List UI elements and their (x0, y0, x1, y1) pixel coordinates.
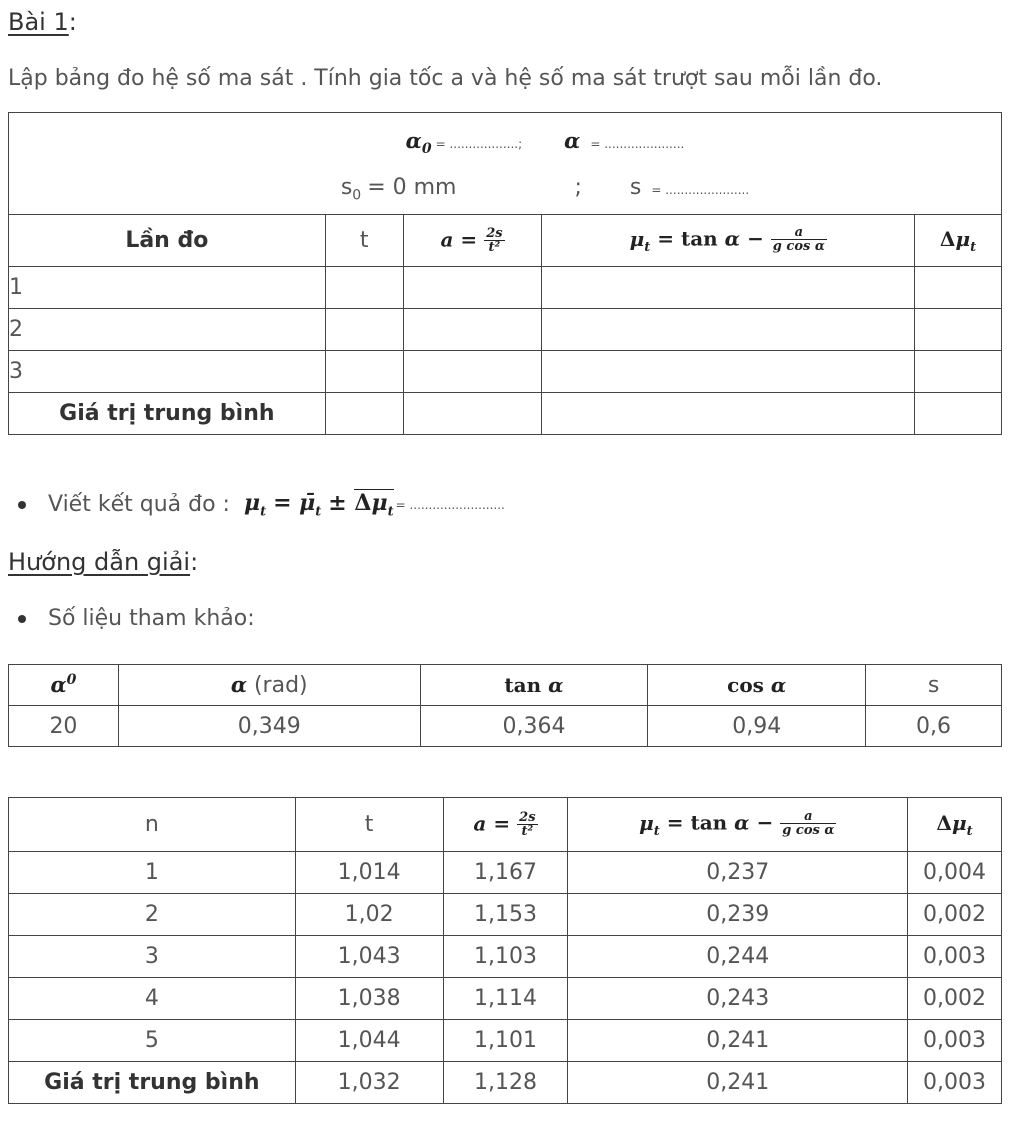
result-blank: = ......................... (395, 497, 505, 512)
result-bullet (0, 490, 505, 519)
average-t: 1,032 (295, 1062, 443, 1104)
ref-header-s: s (866, 665, 1002, 706)
ref-value-tan: 0,364 (420, 706, 648, 747)
result-formula: $\mu_t$ = $\mū_t \pm \Delta\mu_t$ (243, 490, 394, 520)
ref-header-cos: cos α (648, 665, 866, 706)
result-cell-dmu: 0,004 (908, 852, 1002, 894)
result-cell-mu: 0,243 (568, 978, 908, 1020)
cell-mu-2[interactable] (542, 309, 915, 351)
col-header-t: t (325, 215, 403, 267)
cell-mu-3[interactable] (542, 351, 915, 393)
table-row (9, 978, 1002, 1020)
cell-dmu-3[interactable] (915, 351, 1002, 393)
ref-header-tan: tan α (420, 665, 648, 706)
result-cell-n: 2 (9, 894, 296, 936)
trial-number: 3 (9, 351, 326, 393)
trial-number: 1 (9, 267, 326, 309)
result-cell-t: 1,044 (295, 1020, 443, 1062)
col-header-delta-mu: $\Delta\mu_t$ (915, 215, 1002, 267)
cell-t-2[interactable] (325, 309, 403, 351)
result-cell-n: 1 (9, 852, 296, 894)
ref-value-cos: 0,94 (648, 706, 866, 747)
average-mu: 0,241 (568, 1062, 908, 1104)
ref-header-alpha0: $\alpha^0$ (9, 665, 119, 706)
result-cell-a: 1,101 (443, 1020, 568, 1062)
solution-guide-title-text: Hướng dẫn giải (8, 548, 191, 576)
result-header-friction-coefficient: $\mu_t = \tan \alpha$ − $\frac{a}{\text{g cos α}}$ (568, 798, 908, 852)
cell-dmu-1[interactable] (915, 267, 1002, 309)
sample-results-table (8, 797, 1002, 1104)
result-header-delta-mu: $\Delta\mu_t$ (908, 798, 1002, 852)
cell-a-1[interactable] (403, 267, 542, 309)
bullet-dot-icon (18, 501, 26, 509)
table-row (9, 894, 1002, 936)
cell-mu-avg[interactable] (542, 393, 915, 435)
alpha-label: α (564, 127, 581, 153)
solution-guide-title (8, 548, 198, 576)
result-cell-n: 3 (9, 936, 296, 978)
param-separator: ; (574, 174, 582, 200)
average-row (9, 1062, 1002, 1104)
result-cell-dmu: 0,003 (908, 936, 1002, 978)
alpha-value: = ..................... (590, 136, 685, 151)
result-cell-a: 1,114 (443, 978, 568, 1020)
result-cell-n: 5 (9, 1020, 296, 1062)
solution-guide-title-colon: : (190, 548, 199, 576)
result-cell-mu: 0,241 (568, 1020, 908, 1062)
result-cell-t: 1,038 (295, 978, 443, 1020)
result-cell-t: 1,014 (295, 852, 443, 894)
reference-values-table (8, 664, 1002, 747)
cell-mu-1[interactable] (542, 267, 915, 309)
exercise-title-text: Bài 1 (8, 8, 69, 36)
ref-value-alpha0: 20 (9, 706, 119, 747)
average-row-label: Giá trị trung bình (9, 393, 326, 435)
exercise-title-colon: : (68, 8, 77, 36)
ref-header-alpha-rad: α (rad) (118, 665, 420, 706)
result-cell-mu: 0,237 (568, 852, 908, 894)
cell-dmu-avg[interactable] (915, 393, 1002, 435)
col-header-acceleration: a = $\frac{2s}{\text{t²}}$ (403, 215, 542, 267)
reference-bullet (0, 606, 255, 631)
result-cell-n: 4 (9, 978, 296, 1020)
result-cell-a: 1,153 (443, 894, 568, 936)
table-row (9, 936, 1002, 978)
result-prefix: Viết kết quả đo : (48, 492, 230, 518)
alpha0-label: $\alpha_0$ (405, 127, 432, 157)
average-row-label: Giá trị trung bình (9, 1062, 296, 1104)
cell-t-avg[interactable] (325, 393, 403, 435)
result-header-n: n (9, 798, 296, 852)
bullet-dot-icon (18, 615, 26, 623)
exercise-instructions: Lập bảng đo hệ số ma sát . Tính gia tốc a và hệ số ma sát trượt sau mỗi lần đo. (8, 66, 883, 91)
reference-label: Số liệu tham khảo: (48, 606, 255, 631)
cell-a-2[interactable] (403, 309, 542, 351)
s-label: s (629, 174, 642, 200)
result-cell-mu: 0,239 (568, 894, 908, 936)
s-value: = ...................... (651, 182, 750, 197)
result-cell-mu: 0,244 (568, 936, 908, 978)
cell-a-3[interactable] (403, 351, 542, 393)
ref-value-alpha-rad: 0,349 (118, 706, 420, 747)
s0-label: $s_0$ (340, 174, 362, 204)
average-dmu: 0,003 (908, 1062, 1002, 1104)
result-header-acceleration: a = $\frac{2s}{\text{t²}}$ (443, 798, 568, 852)
sheet-parameters (9, 113, 1002, 215)
trial-number: 2 (9, 309, 326, 351)
exercise-title (8, 8, 77, 36)
cell-t-1[interactable] (325, 267, 403, 309)
cell-a-avg[interactable] (403, 393, 542, 435)
result-cell-dmu: 0,002 (908, 894, 1002, 936)
col-header-friction-coefficient: $\mu_t = \tan \alpha$ − $\frac{a}{\text{g cos α}}$ (542, 215, 915, 267)
average-a: 1,128 (443, 1062, 568, 1104)
result-cell-t: 1,02 (295, 894, 443, 936)
alpha0-value: = ..................; (435, 136, 523, 151)
result-cell-dmu: 0,002 (908, 978, 1002, 1020)
result-header-t: t (295, 798, 443, 852)
result-cell-dmu: 0,003 (908, 1020, 1002, 1062)
ref-value-s: 0,6 (866, 706, 1002, 747)
result-cell-a: 1,103 (443, 936, 568, 978)
table-row (9, 852, 1002, 894)
result-cell-a: 1,167 (443, 852, 568, 894)
table-row (9, 1020, 1002, 1062)
cell-t-3[interactable] (325, 351, 403, 393)
measurement-sheet-table (8, 112, 1002, 435)
result-cell-t: 1,043 (295, 936, 443, 978)
col-header-trial: Lần đo (9, 215, 326, 267)
s0-value: = 0 mm (367, 174, 457, 200)
cell-dmu-2[interactable] (915, 309, 1002, 351)
